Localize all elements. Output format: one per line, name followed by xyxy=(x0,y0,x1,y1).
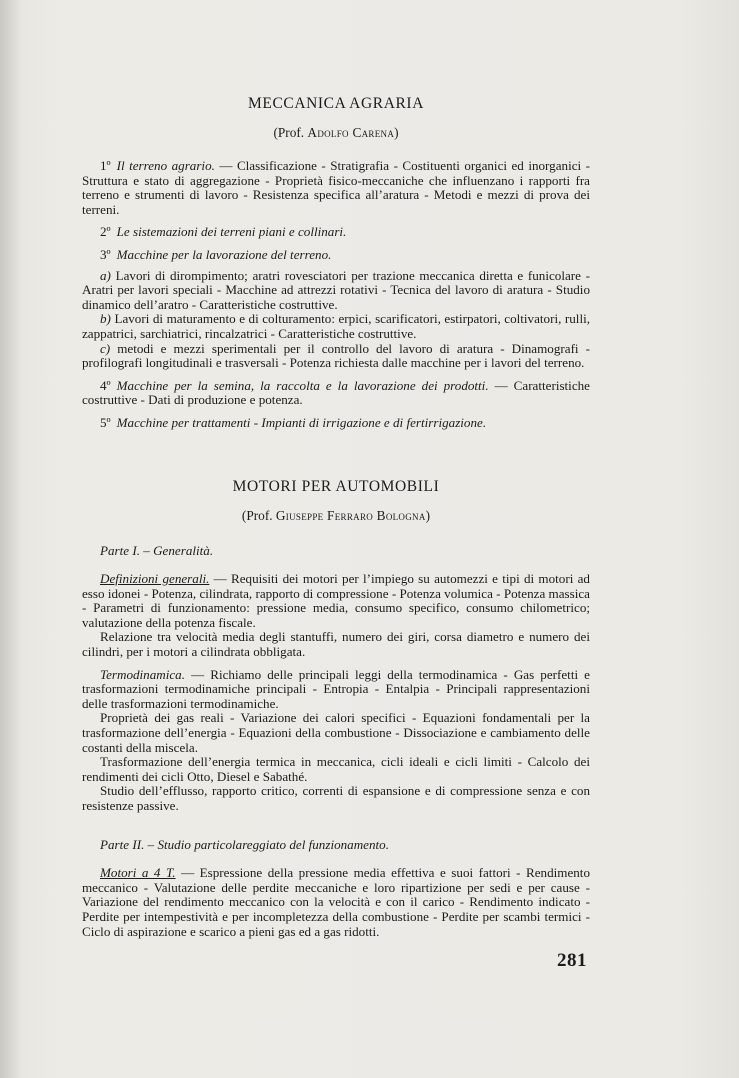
part-1-heading: Parte I. – Generalità. xyxy=(100,542,214,558)
sub-item-c xyxy=(82,342,590,371)
termodinamica-paragraph-3: Trasformazione dell’energia termica in meccanica, cicli ideali e cicli limiti - Calcolo dei rendimenti dei cicli Otto, Diesel e Sabathé. xyxy=(82,754,590,784)
sub-item-a xyxy=(82,269,590,313)
sub-item-text: Lavori di dirompimento; aratri rovesciatori per trazione meccanica diretta e funicolare - Aratri per lavori speciali - Macchine ad attrezzi rotativi - Tecnica del lavoro di aratura - Studio dinamico dell’aratro - Caratteristiche costruttive. xyxy=(82,267,590,312)
author-name: Giuseppe Ferraro Bologna xyxy=(275,507,426,523)
byline-prefix: (Prof. xyxy=(273,125,308,140)
item-text: — Caratteristiche costruttive - Dati di produzione e potenza. xyxy=(82,377,590,408)
sub-item-b xyxy=(82,312,590,341)
section-byline xyxy=(82,125,590,141)
paragraph-heading: Definizioni generali. xyxy=(100,571,210,587)
item-number: 5º xyxy=(100,414,111,430)
item-2 xyxy=(82,225,590,240)
termodinamica-paragraph-2: Proprietà dei gas reali - Variazione dei calori specifici - Equazioni fondamentali per la trasformazione dell’energia - Equazioni della combustione - Dissociazione e cambiamento delle costanti della miscela. xyxy=(82,710,590,755)
motori-4t-paragraph xyxy=(82,866,590,939)
part-2-heading: Parte II. – Studio particolareggiato del funzionamento. xyxy=(100,836,390,852)
paragraph-text: — Requisiti dei motori per l’impiego su automezzi e tipi di motori ad esso idonei - Potenza, cilindrata, rapporto di compressione - Potenza volumica - Potenza massica - Parametri di funzionamento: pressione media, consumo specifico, consumo chilometrico; valutazione della potenza fiscale. xyxy=(82,571,590,630)
item-number: 1º xyxy=(100,158,111,173)
section-title-motori-per-automobili: MOTORI PER AUTOMOBILI xyxy=(232,477,440,495)
item-heading: Macchine per trattamenti - Impianti di irrigazione e di fertirrigazione. xyxy=(116,414,487,430)
author-name: Adolfo Carena xyxy=(307,125,395,140)
item-number: 4º xyxy=(100,377,111,393)
page-content xyxy=(82,94,590,939)
paragraph-text: — Richiamo delle principali leggi della termodinamica - Gas perfetti e trasformazioni termodinamiche principali - Entropia - Entalpia - Principali rappresentazioni delle trasformazioni termodinamiche. xyxy=(82,666,590,711)
section-byline xyxy=(82,508,590,524)
definizioni-paragraph-2: Relazione tra velocità media degli stantuffi, numero dei giri, corsa diametro e numero dei cilindri, per i motori a cilindrata obbligata. xyxy=(82,629,590,660)
item-1 xyxy=(82,159,590,217)
byline-suffix: ) xyxy=(394,125,399,140)
byline-prefix: (Prof. xyxy=(241,507,276,523)
sub-item-label: a) xyxy=(100,267,111,283)
definizioni-paragraph xyxy=(82,572,590,630)
section-title-meccanica-agraria: MECCANICA AGRARIA xyxy=(248,95,424,112)
sub-item-text: Lavori di maturamento e di colturamento: erpici, scarificatori, estirpatori, coltivatori, rulli, zappatrici, sarchiatrici, rincalzatrici - Caratteristiche costruttive. xyxy=(82,311,590,341)
item-5 xyxy=(82,416,590,431)
paragraph-heading: Motori a 4 T. xyxy=(100,865,176,881)
termodinamica-paragraph xyxy=(82,668,590,712)
item-heading: Il terreno agrario. xyxy=(116,158,215,173)
page-number: 281 xyxy=(557,950,587,971)
sub-item-text: metodi e mezzi sperimentali per il controllo del lavoro di aratura - Dinamografi - profilografi longitudinali e trasversali - Potenza richiesta dalle macchine per i lavori del terreno. xyxy=(82,340,590,371)
item-3 xyxy=(82,248,590,263)
item-heading: Le sistemazioni dei terreni piani e collinari. xyxy=(116,224,347,240)
item-heading: Macchine per la semina, la raccolta e la lavorazione dei prodotti. xyxy=(116,377,489,393)
item-number: 3º xyxy=(100,246,111,262)
section-motori xyxy=(82,477,590,940)
sub-item-label: b) xyxy=(100,311,111,327)
sub-item-label: c) xyxy=(100,340,111,356)
item-number: 2º xyxy=(100,224,111,240)
paragraph-text: — Espressione della pressione media effettiva e suoi fattori - Rendimento meccanico - Valutazione delle perdite meccaniche e loro ripartizione per sedi e per cause - Variazione del rendimento meccanico con la velocità e con il carico - Rendimento indicato - Perdite per intempestività e per incompletezza della combustione - Perdite per scambi termici - Ciclo di aspirazione e scarico a pieni gas ed a gas ridotti. xyxy=(82,865,590,939)
termodinamica-paragraph-4: Studio dell’efflusso, rapporto critico, correnti di espansione e di compressione senza e con resistenze passive. xyxy=(82,783,590,813)
item-4 xyxy=(82,379,590,408)
byline-suffix: ) xyxy=(425,507,431,523)
paragraph-heading: Termodinamica. xyxy=(100,666,185,682)
item-heading: Macchine per la lavorazione del terreno. xyxy=(116,246,332,262)
item-text: — Classificazione - Stratigrafia - Costituenti organici ed inorganici - Struttura e stato di aggregazione - Proprietà fisico-meccaniche che influenzano i rapporti fra terreno e strumenti di lavoro - Resistenza specifica all’aratura - Metodi e mezzi di prova dei terreni. xyxy=(82,158,590,217)
